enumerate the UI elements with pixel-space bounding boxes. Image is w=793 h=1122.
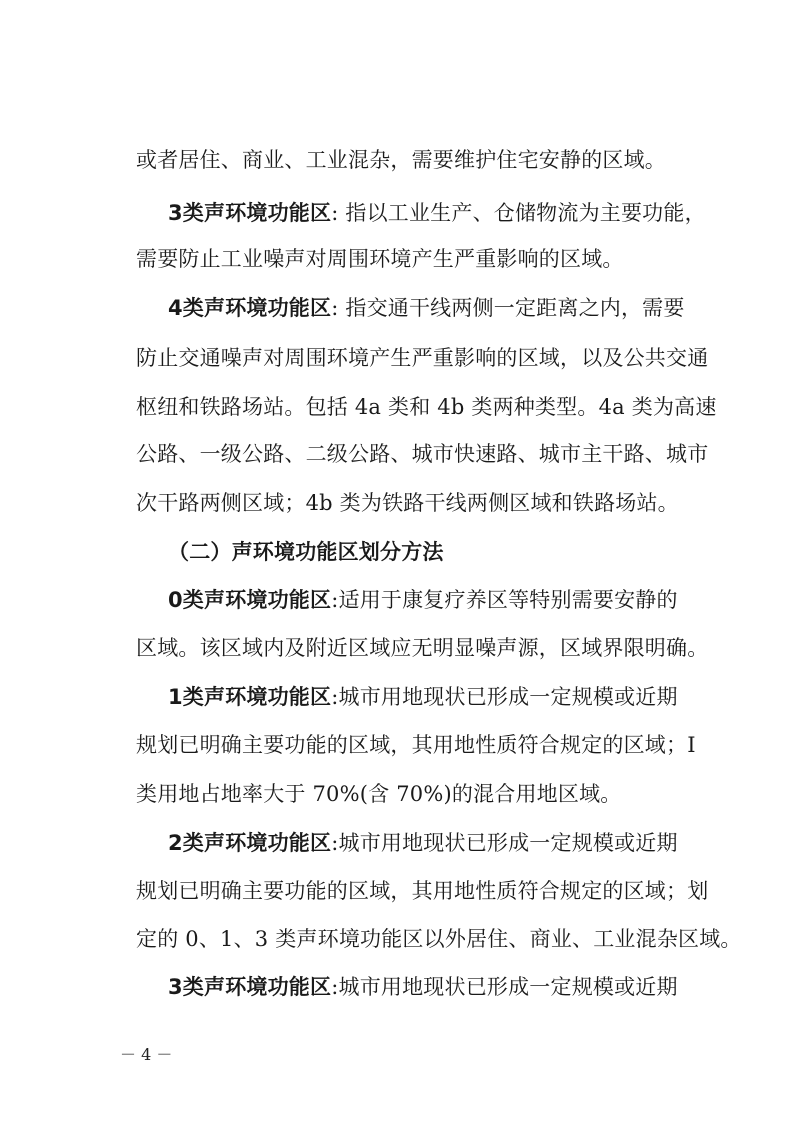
paragraph-line-6 (136, 390, 717, 424)
term-label: 3类声环境功能区 (168, 201, 332, 225)
line-text: :城市用地现状已形成一定规模或近期 (331, 685, 678, 709)
line-text: 规划已明确主要功能的区域，其用地性质符合规定的区域；I (136, 733, 696, 757)
line-text: :适用于康复疗养区等特别需要安静的 (331, 588, 678, 612)
paragraph-line-14 (136, 777, 622, 811)
term-label: 1类声环境功能区 (168, 685, 332, 709)
line-text: :城市用地现状已形成一定规模或近期 (331, 975, 678, 999)
line-text: 防止交通噪声对周围环境产生严重影响的区域，以及公共交通 (136, 346, 709, 370)
paragraph-line-7 (136, 437, 708, 471)
paragraph-line-18 (168, 970, 678, 1004)
line-text: 需要防止工业噪声对周围环境产生严重影响的区域。 (136, 247, 624, 271)
line-text: 区域。该区域内及附近区域应无明显噪声源，区域界限明确。 (136, 636, 709, 660)
term-label: 0类声环境功能区 (168, 588, 332, 612)
paragraph-line-1 (136, 143, 666, 177)
term-label: 3类声环境功能区 (168, 975, 332, 999)
paragraph-line-16 (136, 874, 708, 908)
section-heading-text: （二）声环境功能区划分方法 (168, 540, 444, 564)
paragraph-line-2 (168, 196, 706, 230)
paragraph-line-15 (168, 826, 678, 860)
paragraph-line-8 (136, 486, 679, 520)
paragraph-line-12 (168, 680, 678, 714)
line-text: 或者居住、商业、工业混杂，需要维护住宅安静的区域。 (136, 148, 666, 172)
line-text: 定的 0、1、3 类声环境功能区以外居住、商业、工业混杂区域。 (136, 927, 742, 951)
line-text: 类用地占地率大于 70%(含 70%)的混合用地区域。 (136, 782, 622, 806)
term-label: 2类声环境功能区 (168, 831, 332, 855)
paragraph-line-17 (136, 922, 742, 956)
section-heading (168, 535, 444, 569)
paragraph-line-11 (136, 631, 708, 665)
paragraph-line-3 (136, 242, 624, 276)
line-text: 枢纽和铁路场站。包括 4a 类和 4b 类两种类型。4a 类为高速 (136, 395, 717, 419)
paragraph-line-5 (136, 341, 708, 375)
paragraph-line-13 (136, 728, 696, 762)
line-text: 次干路两侧区域；4b 类为铁路干线两侧区域和铁路场站。 (136, 491, 679, 515)
paragraph-line-10 (168, 583, 678, 617)
line-text: 规划已明确主要功能的区域，其用地性质符合规定的区域；划 (136, 879, 709, 903)
page-number: － 4 － (120, 1045, 173, 1064)
line-text: :城市用地现状已形成一定规模或近期 (331, 831, 678, 855)
line-text: : 指交通干线两侧一定距离之内，需要 (331, 296, 685, 320)
term-label: 4类声环境功能区 (168, 296, 332, 320)
paragraph-line-4 (168, 291, 685, 325)
line-text: 公路、一级公路、二级公路、城市快速路、城市主干路、城市 (136, 442, 709, 466)
line-text: : 指以工业生产、仓储物流为主要功能， (331, 201, 706, 225)
